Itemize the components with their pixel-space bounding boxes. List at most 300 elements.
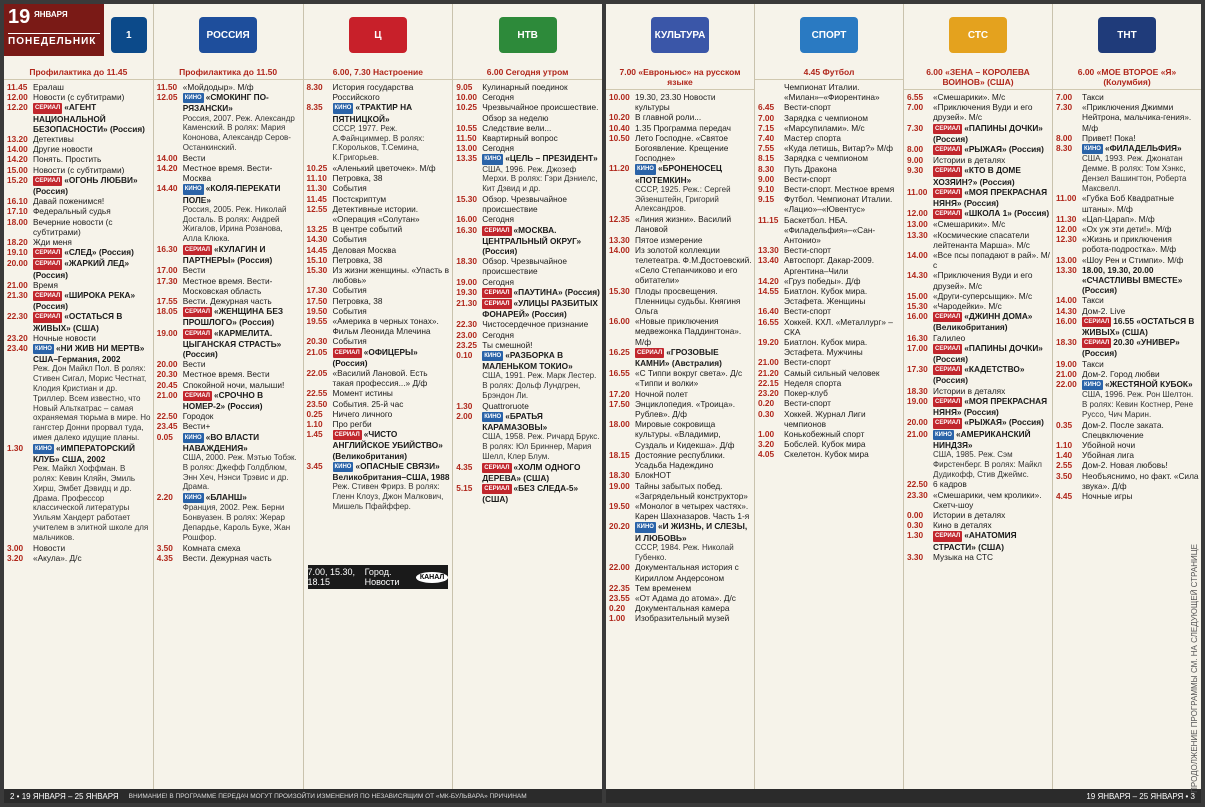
program-item [7, 92, 151, 102]
program-item [758, 388, 901, 398]
program-title: Вести. Дежурная часть [182, 552, 272, 563]
program-time: 16.30 [907, 332, 928, 343]
channel-logo-tsentr: Ц [349, 17, 407, 53]
genre-badge: СЕРИАЛ [183, 329, 212, 339]
program-time: 13.00 [1056, 254, 1077, 265]
program-time: 12.55 [306, 203, 328, 214]
program-title: «МОСКВА. ЦЕНТРАЛЬНЫЙ ОКРУГ» (Россия) [482, 224, 582, 257]
program-item [1056, 265, 1199, 296]
program-time: 15.00 [7, 164, 28, 175]
genre-badge: СЕРИАЛ [33, 291, 62, 301]
program-time: 0.30 [907, 520, 924, 531]
program-time: 11.45 [7, 82, 28, 92]
program-time: 11.45 [306, 193, 327, 204]
program-description: Франция, 2002. Реж. Берни Бонвуазен. В ролях: Жерар Депардье, Кароль Буке, Жан Рошфор. [182, 503, 291, 542]
program-time: 20.00 [7, 258, 28, 269]
program-item [758, 174, 901, 184]
program-time: 4.45 [1056, 491, 1073, 502]
program-title: Вести+ [182, 421, 211, 432]
program-item [307, 388, 451, 398]
genre-badge: СЕРИАЛ [33, 259, 62, 269]
program-title: Про регби [332, 419, 372, 430]
program-item [1056, 234, 1199, 254]
program-time: 22.15 [758, 377, 779, 388]
program-title: Автоспорт. Дакар-2009. Аргентина–Чили [784, 255, 875, 276]
program-title: События [332, 305, 367, 316]
program-time: 15.30 [907, 301, 928, 312]
program-title: «ДЖИНН ДОМА» (Великобритания) [933, 311, 1033, 333]
channel-logo-sport: СПОРТ [800, 17, 858, 53]
program-item [307, 265, 451, 285]
program-title: «Смешарики, чем кролики». Скетч-шоу [933, 489, 1042, 510]
genre-badge: КИНО [635, 522, 656, 532]
program-item [1056, 460, 1199, 470]
genre-badge: СЕРИАЛ [482, 288, 511, 298]
program-item [609, 347, 752, 368]
program-item [456, 92, 600, 102]
program-title: «ОГОНЬ ЛЮБВИ» (Россия) [33, 174, 138, 197]
genre-badge: СЕРИАЛ [933, 166, 962, 176]
program-title: «ОФИЦЕРЫ» (Россия) [332, 346, 418, 368]
program-item [1056, 102, 1199, 133]
genre-badge: СЕРИАЛ [33, 176, 62, 186]
program-item [1056, 224, 1199, 234]
program-time: 8.00 [907, 144, 924, 155]
program-time: 10.25 [456, 102, 478, 113]
channel-first-program: 6.00 Сегодня утром [453, 66, 602, 80]
program-title: «Жизнь и приключения робота-подростка». М/ф [1082, 234, 1177, 255]
program-title: «Америка в черных тонах». Фильм Леонида Млечина [332, 316, 439, 337]
program-title: Зарядка с чемпионом [784, 112, 868, 123]
program-item [609, 501, 752, 521]
program-item [456, 287, 600, 298]
program-item [758, 184, 901, 194]
program-time: 18.00 [609, 419, 630, 430]
program-item [907, 270, 1050, 290]
program-item [157, 153, 301, 163]
program-item [758, 194, 901, 214]
program-item [7, 543, 151, 553]
program-item [907, 291, 1050, 301]
program-time: 3.20 [7, 552, 24, 563]
program-item [157, 244, 301, 265]
program-title: Конькобежный спорт [784, 428, 865, 439]
program-title: Дом-2. Live [1082, 305, 1126, 316]
program-time: 19.50 [306, 305, 328, 316]
program-title: «Все псы попадают в рай». М/с [933, 250, 1050, 271]
program-time: 4.05 [758, 449, 775, 460]
channel-logo-sts: СТС [949, 17, 1007, 53]
channel-header [453, 4, 602, 66]
genre-badge: КИНО [183, 433, 204, 443]
program-time: 13.30 [1056, 264, 1077, 275]
program-item [7, 206, 151, 216]
program-item [907, 165, 1050, 186]
program-item [7, 82, 151, 92]
program-title: «ШИРОКА РЕКА» (Россия) [33, 290, 136, 312]
channel-column-ntv [453, 4, 602, 789]
program-item [307, 296, 451, 306]
program-time: 7.30 [907, 122, 924, 133]
program-list [154, 80, 303, 563]
program-item [609, 368, 752, 388]
program-title: «ЖЕСТЯНОЙ КУБОК» [1104, 379, 1193, 390]
program-title: «УЛИЦЫ РАЗБИТЫХ ФОНАРЕЙ» (Россия) [482, 298, 598, 320]
program-title: «РЫЖАЯ» (Россия) [964, 144, 1044, 155]
program-time: 8.00 [1056, 132, 1073, 143]
genre-badge: СЕРИАЛ [635, 348, 664, 358]
program-item [157, 328, 301, 360]
program-time: 9.30 [907, 165, 924, 176]
program-time: 13.00 [907, 219, 928, 230]
program-time: 0.25 [306, 408, 323, 419]
program-time: 18.00 [7, 216, 28, 227]
program-time: 16.10 [7, 196, 28, 207]
program-description: США, 1996. Реж. Джозеф Мерхи. В ролях: Гэри Дэниелс, Кит Дэвид и др. [482, 164, 598, 194]
genre-badge: СЕРИАЛ [933, 397, 962, 407]
program-time: 18.30 [609, 470, 630, 481]
program-title: Quattroruote [482, 400, 529, 411]
program-item [7, 553, 151, 563]
program-time: 17.20 [609, 388, 630, 399]
program-title: «Приключения Вуди и его друзей». М/с [933, 270, 1033, 291]
program-title: Федеральный судья [33, 206, 111, 217]
program-time: 22.35 [609, 582, 630, 593]
program-item [307, 285, 451, 295]
program-item [609, 613, 752, 623]
program-title: «ЦЕЛЬ – ПРЕЗИДЕНТ» [505, 153, 598, 164]
program-item [157, 553, 301, 563]
program-title: Ничего личного [332, 408, 393, 419]
program-title: БлокНОТ [635, 470, 672, 481]
program-item [157, 163, 301, 183]
program-time: 14.20 [7, 154, 28, 165]
program-time: 12.20 [7, 102, 28, 113]
program-item [758, 215, 901, 246]
program-item [907, 520, 1050, 530]
program-time: 2.00 [456, 411, 473, 422]
channel-ad-box [308, 565, 449, 589]
program-time: 14.00 [1056, 295, 1077, 306]
program-title: «Приключения Вуди и его друзей». М/с [933, 102, 1033, 123]
program-time: 1.30 [7, 442, 24, 453]
program-item [157, 296, 301, 306]
program-time: 5.15 [456, 483, 473, 494]
program-time: 22.30 [7, 311, 28, 322]
program-title: Кулинарный поединок [482, 82, 568, 92]
program-item [907, 552, 1050, 562]
program-time: 12.35 [609, 214, 630, 225]
program-title: «Груз победы». Д/ф [784, 275, 861, 286]
program-description: Реж. Стивен Фрирз. В ролях: Гленн Клоуз, Джон Малкович, Мишель Пфайффер. [332, 482, 444, 511]
footer-right [606, 789, 1201, 803]
genre-badge: СЕРИАЛ [333, 348, 362, 358]
date-month: ЯНВАРЯ [34, 10, 68, 19]
genre-badge: КИНО [183, 184, 204, 194]
program-item [758, 164, 901, 174]
program-title: Вести-спорт [784, 306, 831, 317]
program-time: 17.30 [907, 364, 928, 375]
program-time: 15.30 [609, 285, 630, 296]
program-time: 1.45 [306, 429, 323, 440]
program-item [907, 343, 1050, 364]
program-list [4, 80, 153, 563]
program-time: 14.30 [306, 234, 328, 245]
genre-badge: СЕРИАЛ [933, 531, 962, 541]
program-time: 20.45 [156, 379, 178, 390]
program-description: Реж. Майкл Хоффман. В ролях: Кевин Кляйн, Эмиль Хирш, Эмбет Дэвидц и др. Драма. Профессор классической литературы Уильям Хандерт работает учителем в элитной школе для мальчиков. [33, 464, 149, 542]
program-title: 1.35 Программа передач [635, 122, 731, 133]
program-item [7, 258, 151, 279]
program-title: «Мойдодыр». М/ф [182, 82, 254, 92]
program-title: Тем временем [635, 582, 692, 593]
program-time: 7.30 [1056, 102, 1073, 113]
program-title: Квартирный вопрос [482, 133, 558, 144]
program-time: 18.30 [907, 385, 928, 396]
program-item [456, 330, 600, 340]
genre-badge: КИНО [482, 412, 503, 422]
program-item [907, 301, 1050, 311]
footer-warning: ВНИМАНИЕ! В ПРОГРАММЕ ПЕРЕДАЧ МОГУТ ПРОИЗОЙТИ ИЗМЕНЕНИЯ ПО НЕЗАВИСЯЩИМ ОТ «МК-БУЛЬВАРА» ПРИЧИНАМ [128, 792, 527, 800]
program-list [755, 80, 903, 460]
program-title: Сегодня [482, 143, 515, 154]
channel-column-sts [904, 4, 1053, 789]
program-title: Постскриптум [332, 193, 387, 204]
program-item [7, 280, 151, 290]
program-title: Чистосердечное признание [482, 319, 589, 330]
program-title: Давай поженимся! [33, 196, 105, 207]
program-item [907, 250, 1050, 270]
program-item [157, 276, 301, 296]
program-item [7, 144, 151, 154]
program-time: 13.25 [306, 224, 328, 235]
program-time: 11.00 [907, 186, 928, 197]
program-item [7, 217, 151, 237]
program-title: Истории в деталях [933, 385, 1006, 396]
program-title: «Марсупилами». М/с [784, 122, 865, 133]
program-item [157, 390, 301, 411]
program-item [609, 92, 752, 112]
program-item [307, 306, 451, 316]
program-item [758, 143, 901, 153]
channel-first-program: 6.00, 7.30 Настроение [304, 66, 453, 80]
channel-first-program: Профилактика до 11.50 [154, 66, 303, 80]
genre-badge: СЕРИАЛ [933, 312, 962, 322]
program-item [1056, 440, 1199, 450]
channel-header [755, 4, 903, 66]
program-title: Тайны забытых побед. «Загрядельный конструктор» [635, 480, 748, 501]
program-item [7, 165, 151, 175]
program-item [307, 409, 451, 419]
program-time: 23.30 [907, 489, 928, 500]
program-title: Вести-спорт [784, 102, 831, 113]
program-item [456, 123, 600, 133]
program-title: Ночные новости [33, 332, 96, 343]
program-time: 12.00 [1056, 224, 1077, 235]
program-time: 7.00 [1056, 92, 1073, 102]
program-time: 10.55 [456, 122, 478, 133]
program-item [907, 92, 1050, 102]
program-item [609, 603, 752, 613]
program-item [609, 163, 752, 184]
program-time: 7.55 [758, 143, 775, 154]
program-list [453, 80, 602, 505]
program-time: 18.20 [7, 237, 28, 248]
genre-badge: СЕРИАЛ [482, 226, 511, 236]
program-item [157, 380, 301, 390]
program-item [7, 175, 151, 196]
program-time: 12.05 [156, 92, 178, 103]
program-list [1053, 90, 1201, 501]
program-title: Такси [1082, 92, 1104, 102]
program-title: Биатлон. Кубок мира. Эстафета. Женщины [784, 286, 868, 307]
program-item [456, 225, 600, 257]
program-time: 15.00 [907, 290, 928, 301]
program-time: 23.20 [758, 388, 779, 399]
program-title: Галилео [933, 332, 966, 343]
program-item [758, 317, 901, 337]
program-title: Хоккей. Журнал Лиги чемпионов [784, 408, 866, 429]
program-item [456, 319, 600, 329]
program-time: 22.05 [306, 368, 328, 379]
program-title: «Новые приключения медвежонка Паддингтона». М/ф [635, 316, 742, 347]
program-time: 19.55 [306, 316, 328, 327]
program-title: Понять. Простить [33, 154, 102, 165]
program-item [758, 133, 901, 143]
program-item [1056, 369, 1199, 379]
program-title: Покер-клуб [784, 388, 828, 399]
program-description: СССР, 1925. Реж.: Сергей Эйзенштейн, Григорий Александров. [635, 184, 731, 214]
program-time: 11.50 [456, 133, 477, 144]
program-title: «Приключения Джимми Нейтрона, мальчика-гения». М/ф [1082, 102, 1192, 133]
program-title: «Аленький цветочек». М/ф [332, 163, 436, 173]
program-title: Обзор. Чрезвычайное происшествие [482, 256, 567, 277]
program-title: «БЛАНШ» [205, 492, 247, 503]
program-item [907, 123, 1050, 144]
program-time: 1.00 [609, 613, 626, 624]
program-time: 23.20 [7, 332, 28, 343]
program-time: 0.20 [758, 398, 775, 409]
program-title: «Шоу Рен и Стимпи». М/ф [1082, 254, 1184, 265]
genre-badge: СЕРИАЛ [333, 430, 362, 440]
program-time: 1.40 [1056, 450, 1073, 461]
program-time: 17.30 [156, 275, 178, 286]
program-item [907, 417, 1050, 428]
program-time: 19.00 [456, 276, 478, 287]
channel-column-perviy [4, 4, 154, 789]
program-item [609, 235, 752, 245]
program-title: Петровка, 38 [332, 254, 383, 265]
channel-column-sport [755, 4, 904, 789]
program-item [609, 316, 752, 347]
program-item [1056, 255, 1199, 265]
program-title: Истории в деталях [933, 509, 1006, 520]
program-title: Вести. Дежурная часть [182, 296, 272, 307]
program-time: 23.00 [456, 329, 478, 340]
program-time: 21.30 [456, 298, 478, 309]
program-time: 9.00 [907, 155, 924, 166]
program-item [758, 113, 901, 123]
program-title: Петровка, 38 [332, 295, 383, 306]
program-title: Кино в деталях [933, 520, 992, 531]
program-item [907, 479, 1050, 489]
channel-column-rossia [154, 4, 304, 789]
channel-logo-tnt: ТНТ [1098, 17, 1156, 53]
program-time: 1.00 [758, 428, 775, 439]
program-time: 22.30 [456, 319, 478, 330]
program-item [907, 144, 1050, 155]
program-item [758, 337, 901, 357]
program-item [907, 208, 1050, 219]
genre-badge: СЕРИАЛ [183, 307, 212, 317]
genre-badge: СЕРИАЛ [933, 188, 962, 198]
program-item [157, 369, 301, 379]
genre-badge: КИНО [1082, 380, 1103, 390]
program-item [307, 163, 451, 173]
program-title: «СЛЕД» (Россия) [64, 247, 134, 258]
program-item [1056, 491, 1199, 501]
program-title: Ералаш [33, 82, 64, 92]
program-item [307, 336, 451, 346]
program-time: 15.20 [7, 174, 28, 185]
program-time: 0.00 [907, 509, 924, 520]
program-time: 15.30 [456, 194, 478, 205]
program-title: «БЕЗ СЛЕДА-5» (США) [482, 483, 579, 505]
program-title: «КОЛЯ-ПЕРЕКАТИ ПОЛЕ» [182, 183, 281, 205]
program-time: 20.30 [306, 336, 328, 347]
program-title: «ТРАКТИР НА ПЯТНИЦКОЙ» [332, 102, 413, 124]
program-time: 17.50 [306, 295, 328, 306]
program-time: 0.30 [758, 408, 775, 419]
program-item [758, 153, 901, 163]
program-time: 13.35 [456, 153, 478, 164]
program-title: Новости [33, 542, 66, 553]
program-item [1056, 133, 1199, 143]
program-time: 0.35 [1056, 419, 1073, 430]
program-time: 23.55 [609, 592, 630, 603]
program-time: 19.20 [758, 337, 779, 348]
program-item [456, 143, 600, 153]
program-time: 17.10 [7, 206, 28, 217]
program-time: 14.30 [907, 270, 928, 281]
program-title: «ОСТАТЬСЯ В ЖИВЫХ» (США) [33, 311, 123, 333]
program-item [609, 470, 752, 480]
program-item [758, 123, 901, 133]
program-item [456, 133, 600, 143]
program-time: 16.55 [609, 368, 630, 379]
program-item [456, 153, 600, 164]
program-time: 17.50 [609, 398, 630, 409]
program-time: 4.35 [456, 461, 473, 472]
program-title: Плоды просвещения. Пленницы судьбы. Княгиня Ольга [635, 285, 741, 317]
program-time: 14.00 [907, 250, 928, 261]
program-item [456, 298, 600, 319]
genre-badge: КИНО [333, 103, 354, 113]
program-item [609, 133, 752, 164]
program-item [758, 368, 901, 378]
program-item [758, 245, 901, 255]
program-time: 19.10 [7, 247, 28, 258]
program-title: Дом-2. Новая любовь! [1082, 460, 1168, 471]
program-title: 16.55 «ОСТАТЬСЯ В ЖИВЫХ» (США) [1082, 315, 1195, 338]
program-time: 21.00 [156, 389, 178, 400]
program-title: Местное время. Вести-Москва [182, 163, 273, 184]
program-item [456, 82, 600, 92]
channel-logo-kultura: КУЛЬТУРА [651, 17, 709, 53]
program-title: 20.30 «УНИВЕР» (Россия) [1082, 337, 1180, 359]
program-title: События [332, 183, 367, 194]
program-item [758, 286, 901, 306]
